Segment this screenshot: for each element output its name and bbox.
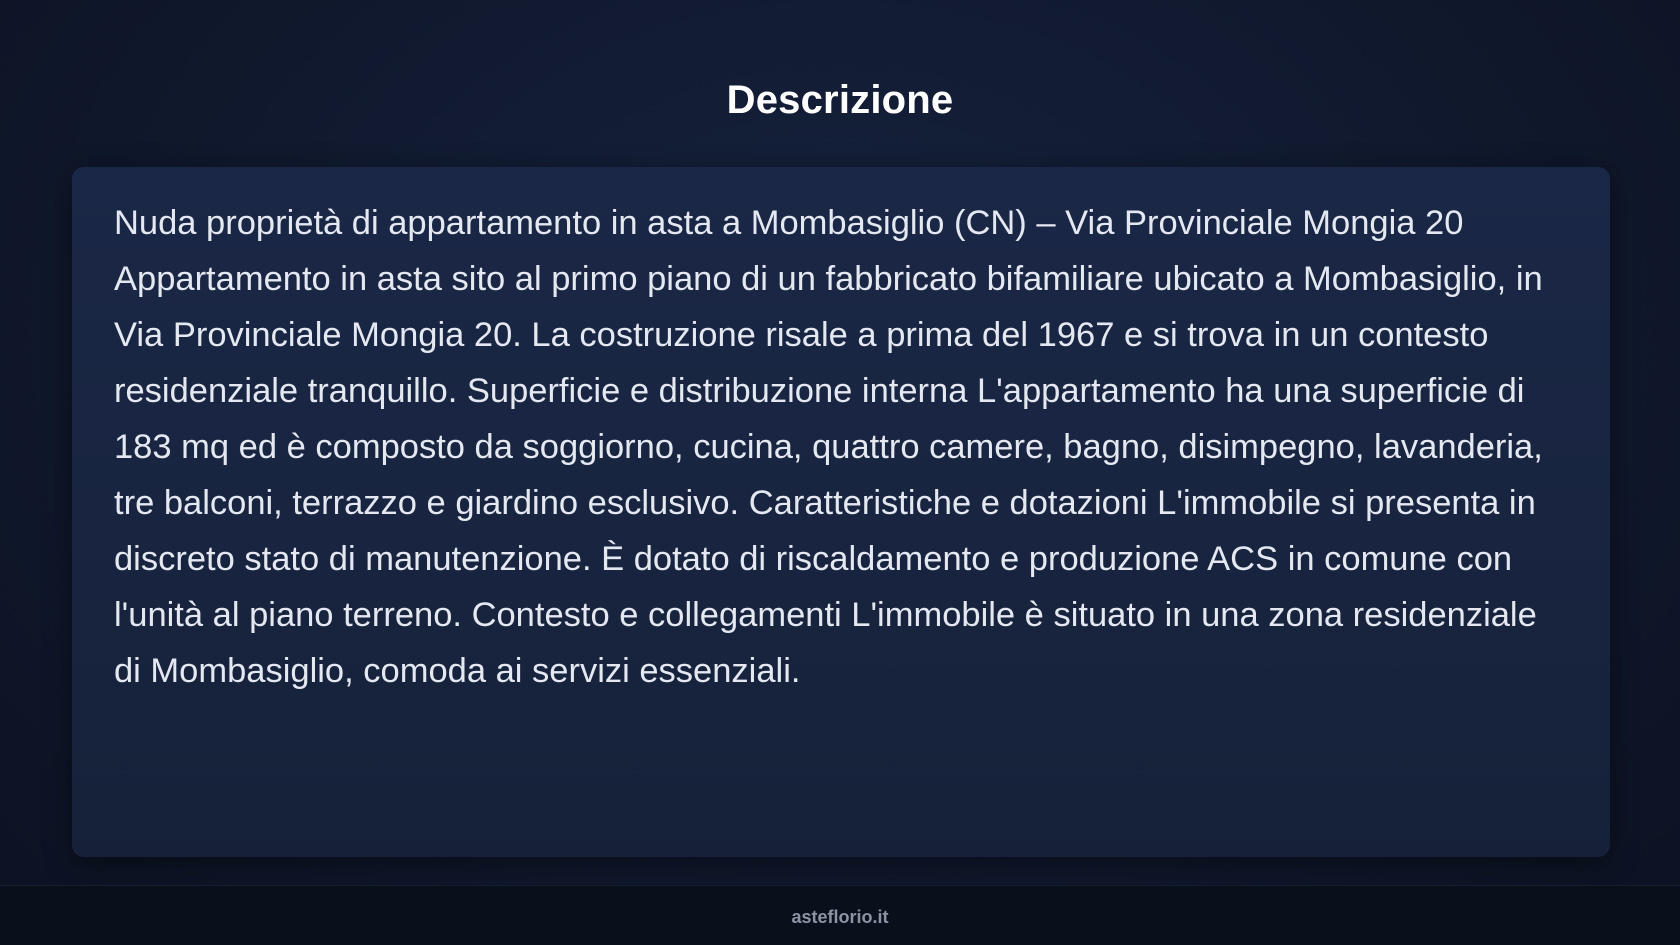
- section-title: Descrizione: [726, 78, 954, 122]
- description-text: Nuda proprietà di appartamento in asta a Mombasiglio (CN) – Via Provinciale Mongia 20 Appartamento in asta sito al primo piano di un fabbricato bifamiliare ubicato a Mombasiglio, in Via Provinciale Mongia 20. La costruzione risale a prima del 1967 e si trova in un contesto residenziale tranquillo. Superficie e distribuzione interna L'appartamento ha una superficie di 183 mq ed è composto da soggiorno, cucina, quattro camere, bagno, disimpegno, lavanderia, tre balconi, terrazzo e giardino esclusivo. Caratteristiche e dotazioni L'immobile si presenta in discreto stato di manutenzione. È dotato di riscaldamento e produzione ACS in comune con l'unità al piano terreno. Contesto e collegamenti L'immobile è situato in una zona residenziale di Mombasiglio, comoda ai servizi essenziali.: [114, 204, 1543, 690]
- footer-site-label: asteflorio.it: [791, 907, 889, 927]
- description-card: [72, 167, 1610, 857]
- footer: [0, 885, 1680, 945]
